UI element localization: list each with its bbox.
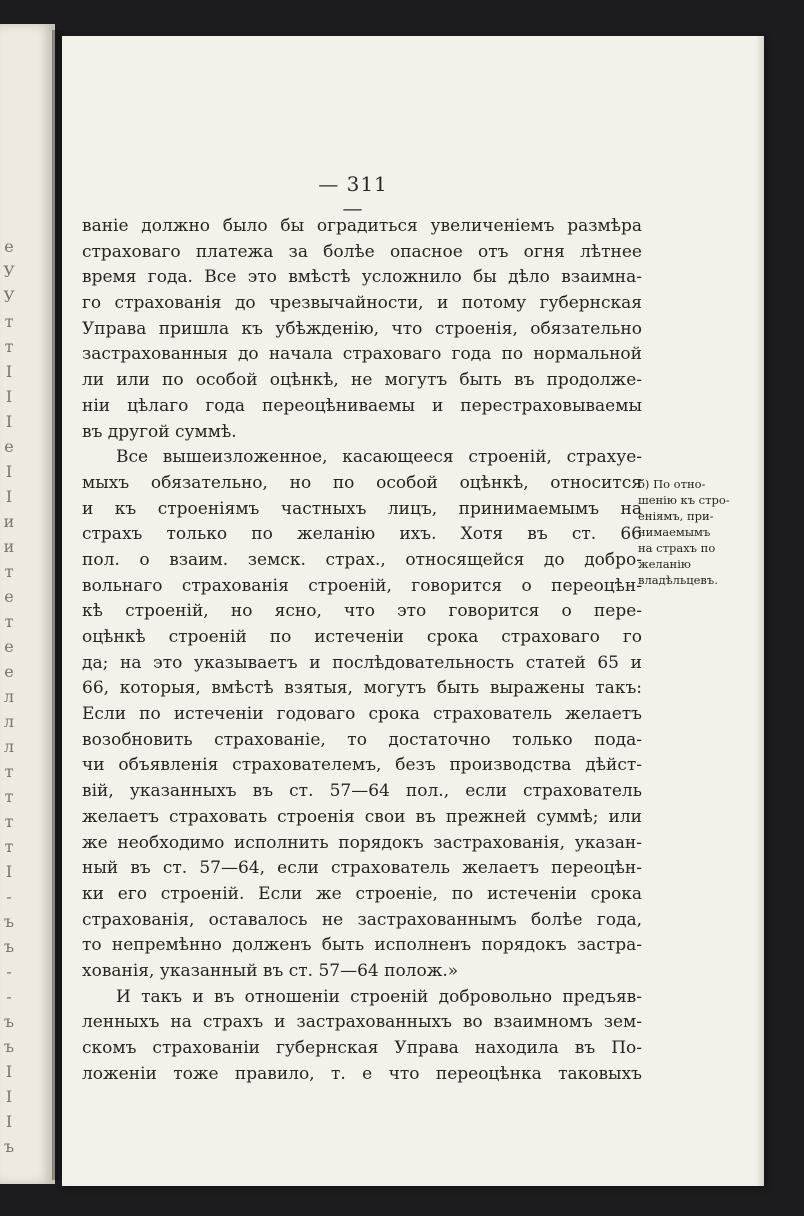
facing-page-fragment: т	[4, 762, 14, 781]
text-line: же необходимо исполнить порядокъ застрахованія, указан-	[82, 832, 642, 853]
text-line: да; на это указываетъ и послѣдовательность статей 65 и	[82, 652, 642, 673]
margin-note-line: б) По отно-	[638, 477, 706, 491]
text-line: страхованія, оставалось не застрахованнымъ болѣе года,	[82, 909, 642, 930]
facing-page-fragment: ъ	[3, 912, 15, 931]
facing-page-fragment: I	[5, 462, 13, 481]
text-line: И такъ и въ отношеніи строеній добровольно предъяв-	[116, 986, 642, 1007]
text-line: страхъ только по желанію ихъ. Хотя въ ст. 66	[82, 524, 642, 545]
facing-page-fragment: I	[5, 362, 13, 381]
text-line: чи объявленія страхователемъ, безъ производства дѣйст-	[82, 755, 642, 776]
text-line: ваніе должно было бы оградиться увеличеніемъ размѣра	[82, 216, 642, 236]
facing-page-fragment: ъ	[3, 1037, 15, 1056]
facing-page-fragment: е	[4, 637, 14, 656]
text-line: скомъ страхованіи губернская Управа находила въ По-	[82, 1038, 642, 1058]
margin-note-line: на страхъ по	[638, 541, 716, 555]
text-line: и къ строеніямъ частныхъ лицъ, принимаемымъ на	[82, 498, 642, 519]
facing-page-fragment: е	[4, 237, 14, 256]
facing-page-fragment: I	[5, 412, 13, 431]
text-line: Все вышеизложенное, касающееся строеній, страхуе-	[116, 447, 642, 468]
facing-page-fragment: т	[4, 612, 14, 631]
facing-page-fragment: У	[3, 287, 15, 306]
facing-page-fragment: У	[3, 262, 15, 281]
facing-page-fragment: I	[5, 862, 13, 881]
text-line: кѣ строеній, но ясно, что это говорится о пере-	[82, 601, 642, 622]
facing-page-fragment: I	[5, 1062, 13, 1081]
facing-page-fragment: и	[3, 537, 15, 556]
facing-page-fragment: и	[3, 512, 15, 531]
facing-page-fragment: т	[4, 837, 14, 856]
text-line: ный въ ст. 57—64, если страхователь желаетъ переоцѣн-	[82, 858, 642, 879]
text-line: Если по истеченіи годоваго срока страхователь желаетъ	[82, 704, 642, 725]
facing-page-fragment: е	[4, 662, 14, 681]
text-line: вольнаго страхованія строеній, говорится о переоцѣн-	[82, 575, 642, 596]
facing-page-fragment: л	[3, 737, 15, 756]
margin-note-line: нимаемымъ	[638, 525, 711, 539]
margin-note-line: шенію къ стро-	[638, 493, 730, 507]
text-line: оцѣнкѣ строеній по истеченіи срока страховаго го	[82, 627, 642, 647]
facing-page-fragment: т	[4, 312, 14, 331]
text-line: ли или по особой оцѣнкѣ, не могутъ быть въ продолже-	[82, 370, 642, 391]
facing-page-fragment: -	[6, 987, 12, 1006]
facing-page-fragment: т	[4, 787, 14, 806]
facing-page-fragment: I	[5, 487, 13, 506]
book-page	[62, 36, 764, 1186]
facing-page-fragment: ъ	[3, 1137, 15, 1156]
text-line: ложеніи тоже правило, т. е что переоцѣнка таковыхъ	[82, 1063, 642, 1084]
text-line: застрахованныя до начала страховаго года по нормальной	[82, 344, 642, 365]
text-line: ленныхъ на страхъ и застрахованныхъ во взаимномъ зем-	[82, 1012, 642, 1033]
facing-page-fragment: I	[5, 1112, 13, 1131]
text-line: вій, указанныхъ въ ст. 57—64 пол., если страхователь	[82, 781, 642, 802]
text-line: го страхованія до чрезвычайности, и потому губернская	[82, 293, 642, 314]
text-line: мыхъ обязательно, но по особой оцѣнкѣ, относится	[82, 472, 642, 493]
text-line: ніи цѣлаго года переоцѣниваемы и перестраховываемы	[82, 395, 642, 416]
text-line: 66, которыя, вмѣстѣ взятыя, могутъ быть выражены такъ:	[82, 678, 642, 699]
text-line: то непремѣнно долженъ быть исполненъ порядокъ застра-	[82, 935, 642, 956]
margin-note-line: еніямъ, при-	[638, 509, 714, 523]
facing-page-fragment: л	[3, 712, 15, 731]
text-line: страховаго платежа за болѣе опасное отъ огня лѣтнее	[82, 241, 642, 262]
facing-page-fragment: т	[4, 562, 14, 581]
facing-page-fragment: т	[4, 812, 14, 831]
margin-note	[638, 476, 758, 588]
text-line: время года. Все это вмѣстѣ усложнило бы дѣло взаимна-	[82, 267, 642, 288]
facing-page-edge	[0, 24, 55, 1184]
facing-page-fragment: -	[6, 887, 12, 906]
text-line: возобновить страхованіе, то достаточно только пода-	[82, 729, 642, 750]
text-line: Управа пришла къ убѣжденію, что строенія, обязательно	[82, 318, 642, 339]
page-number: — 311 —	[318, 172, 388, 220]
facing-page-fragment: -	[6, 962, 12, 981]
facing-page-fragment: I	[5, 1087, 13, 1106]
facing-page-fragment: I	[5, 387, 13, 406]
text-line: хованія, указанный въ ст. 57—64 полож.»	[82, 960, 459, 981]
text-line: въ другой суммѣ.	[82, 421, 237, 442]
body-text	[82, 214, 642, 1087]
margin-note-line: владѣльцевъ.	[638, 573, 718, 587]
facing-page-fragment: ъ	[3, 1012, 15, 1031]
text-line: пол. о взаим. земск. страх., относящейся до добро-	[82, 549, 642, 570]
margin-note-line: желанію	[638, 557, 691, 571]
facing-page-fragment: т	[4, 337, 14, 356]
facing-page-fragment: е	[4, 437, 14, 456]
text-line: желаетъ страховать строенія свои въ прежней суммѣ; или	[82, 806, 642, 827]
text-line: ки его строеній. Если же строеніе, по истеченіи срока	[82, 883, 642, 904]
page-edge-shadow	[756, 36, 764, 1186]
facing-page-text-fragments	[0, 234, 18, 1159]
facing-page-fragment: е	[4, 587, 14, 606]
facing-page-fragment: л	[3, 687, 15, 706]
facing-page-fragment: ъ	[3, 937, 15, 956]
